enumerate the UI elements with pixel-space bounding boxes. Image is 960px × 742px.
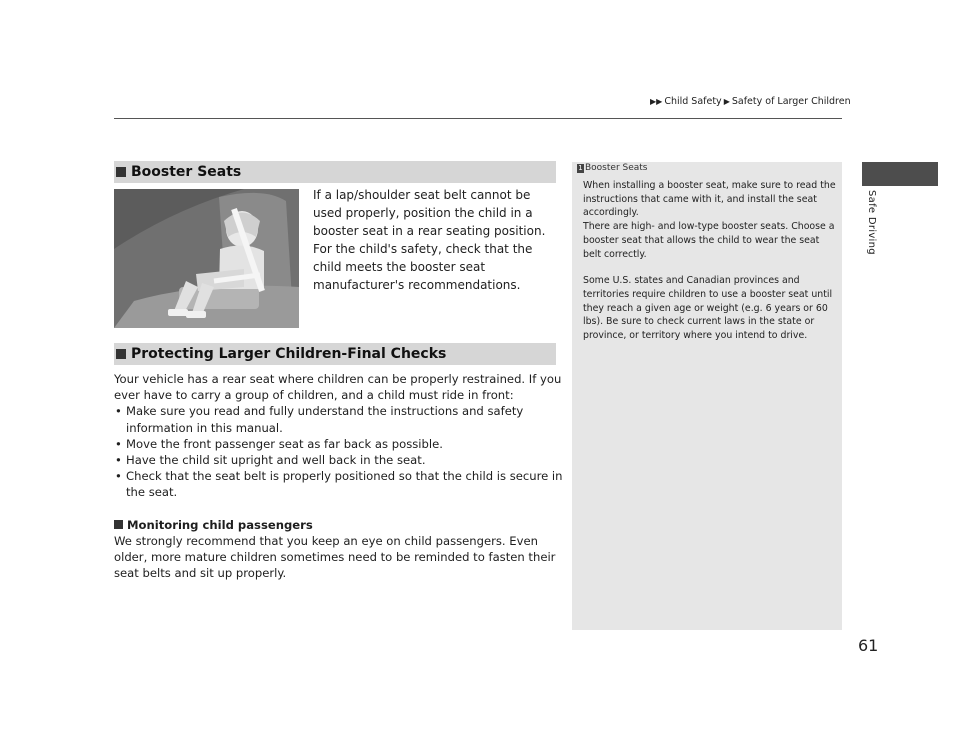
note-body — [583, 179, 839, 343]
note-paragraph: Some U.S. states and Canadian provinces and territories require children to use a booster seat until they reach a given age or weight (e.g. 6 years or 60 lbs). Be sure to check current laws in the state or province, or territory where you intend to drive. — [583, 275, 833, 342]
double-triangle-right-icon: ▶▶ — [650, 97, 663, 106]
triangle-right-icon: ▶ — [723, 97, 730, 106]
list-item: • Make sure you read and fully understand the instructions and safety information in this manual. — [114, 403, 564, 435]
note-title-text[interactable]: Booster Seats — [585, 163, 648, 173]
child-in-booster-seat-image — [114, 189, 299, 328]
note-paragraph: There are high- and low-type booster seats. Choose a booster seat that allows the child to wear the seat belt correctly. — [583, 221, 835, 260]
monitoring-heading — [114, 517, 564, 533]
square-bullet-icon — [116, 349, 126, 359]
page-number: 61 — [858, 636, 879, 655]
booster-seats-heading — [114, 161, 556, 183]
section-tab-label: Safe Driving — [866, 190, 877, 255]
monitoring-heading-text: Monitoring child passengers — [127, 517, 313, 532]
header-divider — [114, 118, 842, 119]
list-item: • Move the front passenger seat as far back as possible. — [114, 436, 564, 452]
note-paragraph: When installing a booster seat, make sure to read the instructions that came with it, and install the seat accordingly. — [583, 180, 836, 219]
note-title — [577, 163, 648, 173]
protecting-intro: Your vehicle has a rear seat where children can be properly restrained. If you ever have to carry a group of children, and a child must ride in front: — [114, 372, 562, 403]
protecting-children-heading-text: Protecting Larger Children-Final Checks — [131, 346, 447, 362]
breadcrumb-item-child-safety[interactable]: Child Safety — [664, 96, 722, 107]
note-reference-icon: 1 — [578, 163, 583, 172]
breadcrumb — [650, 96, 851, 107]
protecting-children-heading — [114, 343, 556, 365]
list-item: • Check that the seat belt is properly positioned so that the child is secure in the seat. — [114, 468, 564, 500]
square-bullet-icon — [114, 520, 123, 529]
monitoring-text: We strongly recommend that you keep an eye on child passengers. Even older, more mature children sometimes need to be reminded to fasten their seat belts and sit up properly. — [114, 533, 556, 581]
breadcrumb-item-larger-children[interactable]: Safety of Larger Children — [731, 96, 851, 107]
square-bullet-icon — [116, 167, 126, 177]
booster-seat-illustration — [114, 189, 299, 328]
booster-seats-intro: If a lap/shoulder seat belt cannot be used properly, position the child in a booster seat in a rear seating position. For the child's safety, check that the child meets the booster seat manufacturer's recommendations. — [313, 188, 546, 292]
protecting-children-body — [114, 371, 564, 581]
list-item: • Have the child sit upright and well back in the seat. — [114, 452, 564, 468]
booster-seats-heading-text: Booster Seats — [131, 164, 242, 180]
section-tab — [862, 162, 938, 186]
final-checks-list — [114, 403, 564, 500]
